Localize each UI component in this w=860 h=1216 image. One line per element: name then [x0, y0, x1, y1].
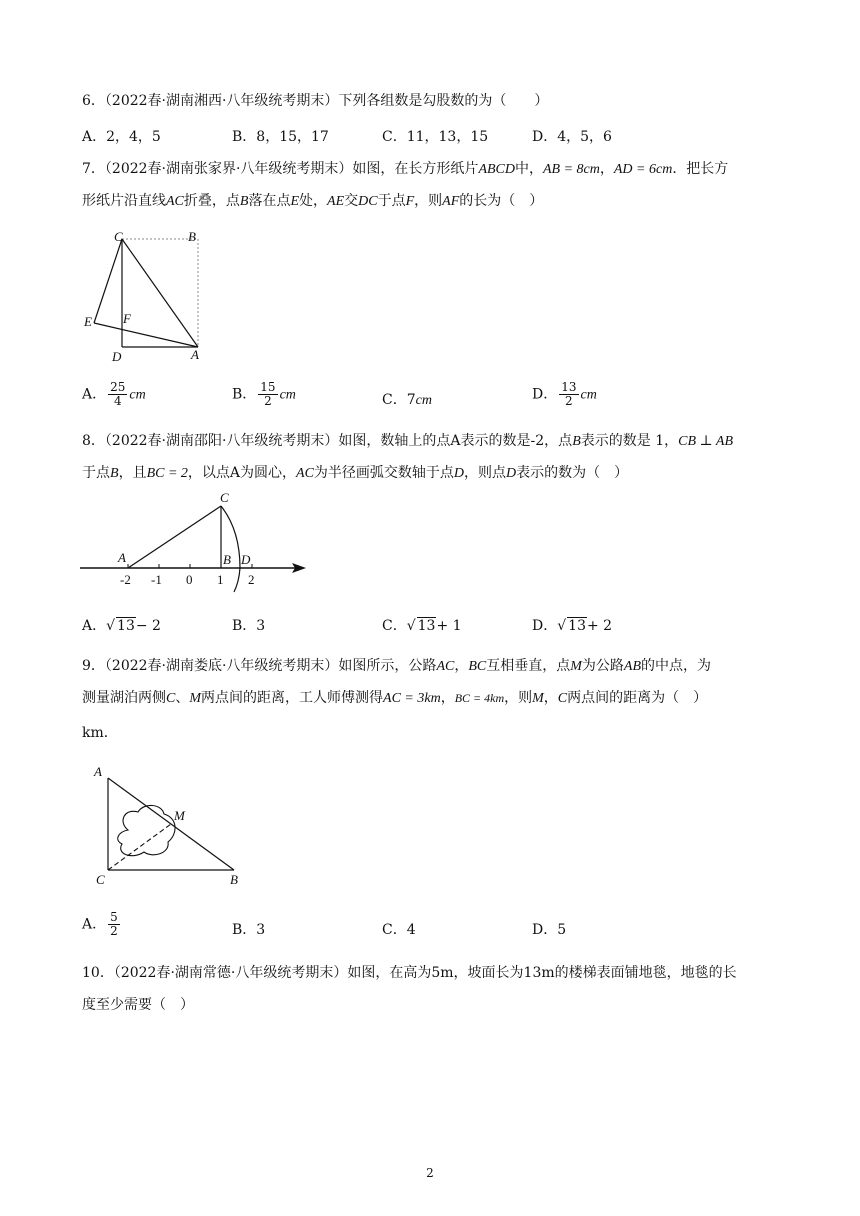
q7-label-a: A	[191, 347, 199, 362]
q9-lake	[118, 805, 175, 855]
q6-option-b: B．8，15，17	[232, 129, 329, 145]
q9-option-d: D．5	[532, 922, 567, 938]
q6-option-c: C．11，13，15	[382, 129, 489, 145]
q7-label-d: D	[112, 349, 122, 364]
q8-label-d: D	[241, 552, 251, 567]
q8-figure	[80, 490, 310, 590]
q8-segment-ac	[128, 506, 221, 568]
q7-option-d: D． $\frac{13}{2}$ cm	[532, 380, 597, 408]
q8-arc	[221, 506, 240, 592]
q8-label-c: C	[220, 490, 229, 505]
q8-tick-2: 2	[248, 572, 255, 587]
q7-stem-line1: 7．（2022春·湖南张家界·八年级统考期末）如图，在长方形纸片ABCD中，AB = 8cm，AD = 6cm．把长方	[82, 161, 729, 177]
q9-figure	[86, 762, 256, 887]
q9-label-a: A	[94, 764, 102, 779]
q7-figure	[80, 225, 220, 365]
q7-edge-ca	[122, 239, 198, 347]
q9-stem-line3: km．	[82, 725, 118, 741]
q8-option-d: D．√ 13+ 2	[532, 618, 613, 634]
q8-stem-line1: 8．（2022春·湖南邵阳·八年级统考期末）如图，数轴上的点A表示的数是-2，点B表示的数是 1，CB ⊥ AB	[82, 433, 734, 449]
q8-tick-0: 0	[186, 572, 193, 587]
q9-dashed-cm	[108, 824, 171, 870]
q9-option-b: B．3	[232, 922, 266, 938]
q6-stem: 6．（2022春·湖南湘西·八年级统考期末）下列各组数是勾股数的为（ ）	[82, 93, 549, 109]
q7-stem-line2: 形纸片沿直线AC折叠，点B落在点E处，AE交DC于点F，则AF的长为（ ）	[82, 193, 544, 209]
q8-tick-1: 1	[217, 572, 224, 587]
q7-edge-ea	[94, 323, 198, 347]
q8-option-b: B．3	[232, 618, 266, 634]
q7-option-b: B． $\frac{15}{2}$ cm	[232, 380, 296, 408]
q9-label-b: B	[230, 872, 238, 887]
page-number: 2	[426, 1166, 434, 1180]
q8-stem-line2: 于点B，且BC = 2，以点A为圆心，AC为半径画弧交数轴于点D，则点D表示的数为（ ）	[82, 465, 629, 481]
q9-stem-line2: 测量湖泊两侧C、M两点间的距离，工人师傅测得AC = 3km，BC = 4km，则M，C两点间的距离为（ ）	[82, 690, 708, 706]
q7-option-c: C．7cm	[382, 392, 432, 408]
q7-label-b: B	[188, 229, 196, 244]
q10-stem-line2: 度至少需要（ ）	[82, 997, 194, 1013]
q8-label-b: B	[223, 552, 231, 567]
q8-option-c: C．√ 13+ 1	[382, 618, 462, 634]
q7-label-c: C	[114, 229, 123, 244]
q7-option-a: A． $\frac{25}{4}$ cm	[82, 380, 146, 408]
q9-label-m: M	[174, 808, 185, 823]
q8-tick-neg1: -1	[151, 572, 162, 587]
q7-label-e: E	[84, 314, 92, 329]
q8-option-a: A．√ 13− 2	[82, 618, 161, 634]
q9-stem-line1: 9．（2022春·湖南娄底·八年级统考期末）如图所示，公路AC，BC互相垂直，点M为公路AB的中点，为	[82, 658, 711, 674]
q7-label-f: F	[123, 311, 131, 326]
q8-tick-neg2: -2	[120, 572, 131, 587]
q9-option-a: A． $\frac{5}{2}$	[82, 910, 118, 938]
q6-option-d: D．4，5，6	[532, 129, 612, 145]
q9-option-c: C．4	[382, 922, 416, 938]
q6-option-a: A．2，4，5	[82, 129, 161, 145]
q9-label-c: C	[96, 872, 105, 887]
q10-stem-line1: 10．（2022春·湖南常德·八年级统考期末）如图，在高为5m，坡面长为13m的楼梯表面铺地毯，地毯的长	[82, 965, 737, 981]
q8-label-a: A	[118, 550, 126, 565]
q7-edge-ce	[94, 239, 122, 323]
